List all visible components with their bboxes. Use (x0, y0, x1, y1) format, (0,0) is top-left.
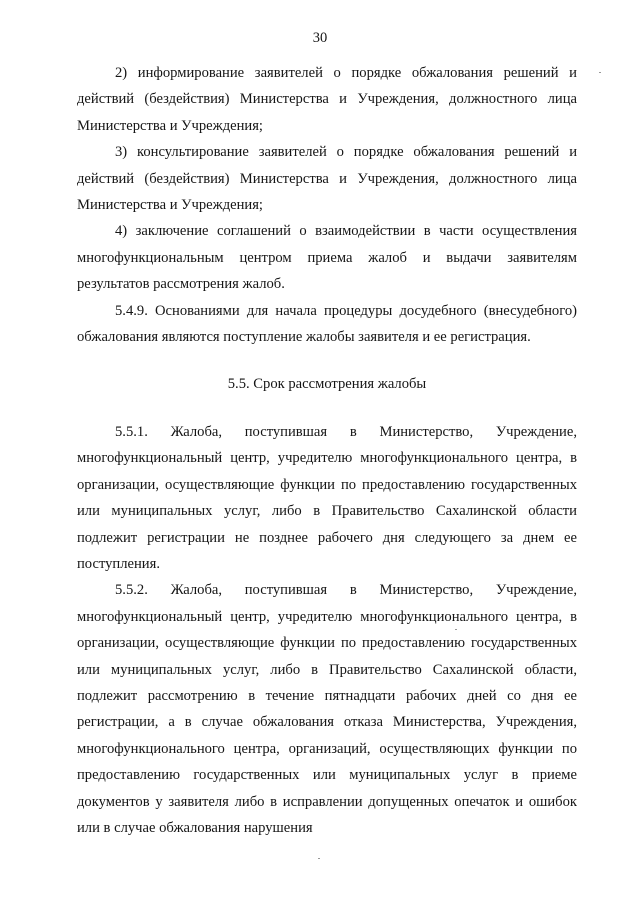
paragraph-item-2: 2) информирование заявителей о порядке обжалования решений и действий (бездействия) Министерства и Учреждения, должностного лица Министерства и Учреждения; (77, 65, 577, 134)
paragraph-5-4-9: 5.4.9. Основаниями для начала процедуры досудебного (внесудебного) обжалования являются поступление жалобы заявителя и ее регистрация. (77, 302, 577, 346)
paragraph-item-4: 4) заключение соглашений о взаимодействии в части осуществления многофункциональным центром приема жалоб и выдачи заявителям результатов рассмотрения жалоб. (77, 223, 577, 293)
document-body (77, 60, 577, 841)
paragraph-5-5-2: 5.5.2. Жалоба, поступившая в Министерство, Учреждение, многофункциональный центр, учредителю многофункционального центра, в организации, осуществляющие функции по предоставлению государственных или муниципальных услуг, либо в Правительство Сахалинской области, подлежит рассмотрению в течение пятнадцати рабочих дней со дня ее регистрации, а в случае обжалования отказа Министерства, Учреждения, многофункционального центра, организаций, осуществляющих функции по предоставлению государственных или муниципальных услуг в приеме документов у заявителя либо в исправлении допущенных опечаток и ошибок или в случае обжалования нарушения (77, 582, 577, 836)
page-number: 30 (312, 30, 328, 46)
paragraph-5-5-1: 5.5.1. Жалоба, поступившая в Министерство, Учреждение, многофункциональный центр, учредителю многофункционального центра, в организации, осуществляющие функции по предоставлению государственных или муниципальных услуг, либо в Правительство Сахалинской области подлежит регистрации не позднее рабочего дня следующего за днем ее поступления. (77, 423, 577, 572)
paragraph-item-3: 3) консультирование заявителей о порядке обжалования решений и действий (бездействия) Министерства и Учреждения, должностного лица Министерства и Учреждения; (77, 144, 577, 214)
section-heading: 5.5. Срок рассмотрения жалобы (227, 376, 427, 393)
